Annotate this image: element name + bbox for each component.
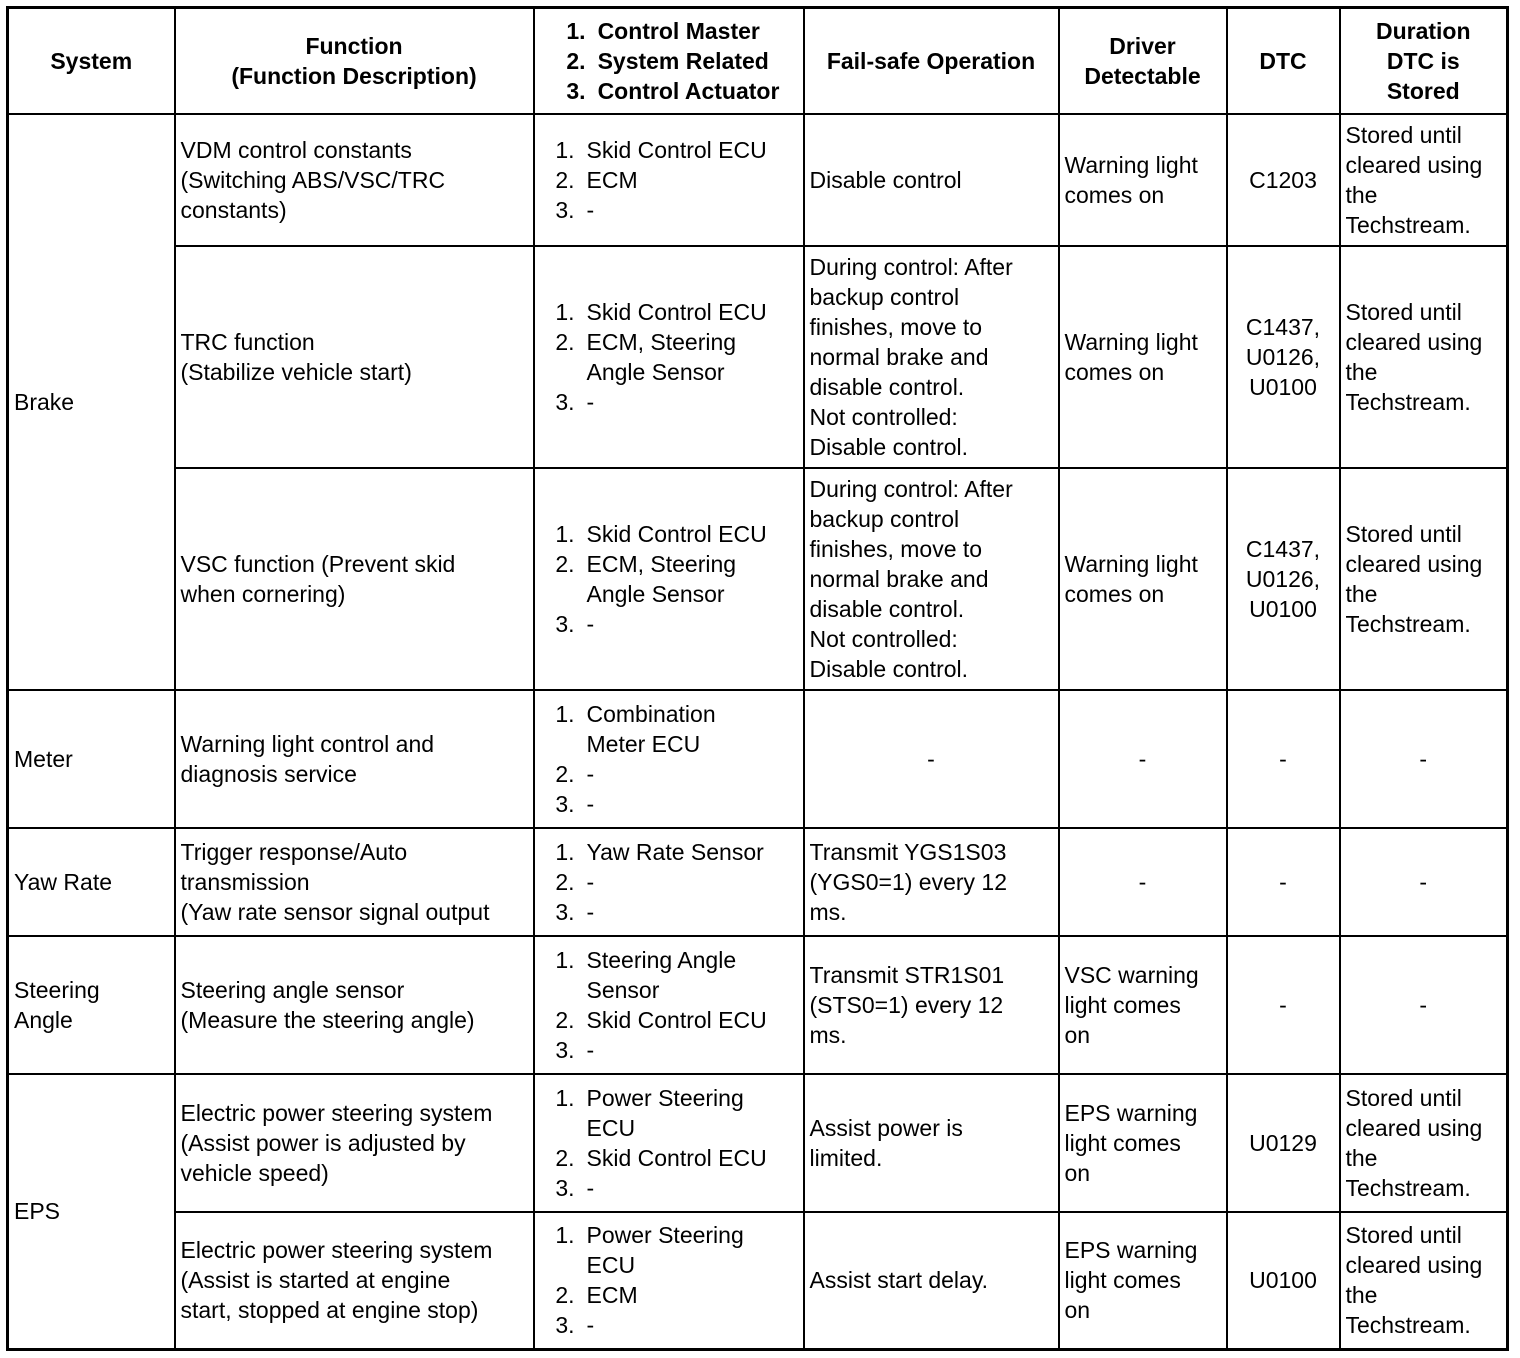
text-line: transmission: [180, 868, 310, 895]
text-line: Steering angle sensor: [180, 976, 405, 1003]
table-row: [8, 1212, 1508, 1350]
text-line: U0100: [1249, 373, 1317, 400]
list-text: ECU: [586, 1252, 636, 1279]
function-cell: [175, 828, 534, 936]
list-text: ECM, Steering: [586, 550, 737, 577]
header-failsafe: Fail-safe Operation: [804, 8, 1059, 114]
failsafe-cell: [804, 1212, 1059, 1350]
control-list-item: [540, 729, 798, 759]
text-line: U0129: [1249, 1129, 1317, 1156]
function-cell: [175, 468, 534, 690]
control-list-item: [540, 357, 798, 387]
table-row: [8, 1074, 1508, 1212]
list-number: 1.: [555, 136, 575, 163]
control-list-item: [540, 1173, 798, 1203]
text-line: Stored until: [1345, 121, 1462, 148]
table-row: [8, 828, 1508, 936]
list-number: 3.: [555, 898, 575, 925]
text-line: Stored until: [1345, 1222, 1462, 1249]
text-line: Techstream.: [1345, 211, 1471, 238]
failsafe-cell: [804, 828, 1059, 936]
duration-cell: [1340, 828, 1508, 936]
driver-cell: [1059, 468, 1227, 690]
control-list-item: [540, 549, 798, 579]
control-list-item: [540, 165, 798, 195]
list-text: Meter ECU: [586, 730, 701, 757]
function-cell: [175, 690, 534, 828]
control-cell: [534, 468, 804, 690]
header-row: [8, 8, 1508, 114]
text-line: normal brake and: [809, 565, 989, 592]
text-line: (Stabilize vehicle start): [180, 358, 412, 385]
control-cell: [534, 1212, 804, 1350]
text-line: EPS warning: [1064, 1099, 1198, 1126]
list-text: Control Master: [597, 17, 760, 44]
list-text: Steering Angle: [586, 946, 737, 973]
text-line: Disable control.: [809, 655, 969, 682]
list-text: ECM: [586, 166, 638, 193]
text-line: (YGS0=1) every 12: [809, 868, 1008, 895]
text-line: constants): [180, 196, 287, 223]
text-line: the: [1345, 580, 1378, 607]
list-number: 1.: [555, 520, 575, 547]
text-line: comes on: [1064, 181, 1165, 208]
list-text: ECM, Steering: [586, 328, 737, 355]
text-line: (Assist power is adjusted by: [180, 1129, 466, 1156]
failsafe-cell: [804, 468, 1059, 690]
dtc-cell: [1227, 1212, 1340, 1350]
text-line: the: [1345, 1282, 1378, 1309]
list-text: Skid Control ECU: [586, 1144, 767, 1171]
text-line: Warning light: [1064, 550, 1198, 577]
control-list-item: [540, 609, 798, 639]
text-line: Stored until: [1345, 520, 1462, 547]
failsafe-cell: [804, 936, 1059, 1074]
function-cell: [175, 114, 534, 246]
text-line: cleared using: [1345, 151, 1483, 178]
list-number: 3.: [555, 1174, 575, 1201]
duration-cell: [1340, 246, 1508, 468]
list-text: -: [586, 1174, 595, 1201]
list-text: Skid Control ECU: [586, 1006, 767, 1033]
list-text: Skid Control ECU: [586, 298, 767, 325]
text-line: C1437,: [1245, 535, 1321, 562]
text-line: -: [1419, 991, 1428, 1018]
text-line: Detectable: [1084, 62, 1201, 89]
dtc-cell: [1227, 114, 1340, 246]
dtc-cell: [1227, 246, 1340, 468]
list-text: Control Actuator: [597, 77, 780, 104]
control-list-item: [540, 579, 798, 609]
text-line: Transmit STR1S01: [809, 961, 1005, 988]
list-number: 3.: [555, 1312, 575, 1339]
text-line: Electric power steering system: [180, 1099, 493, 1126]
list-number: [540, 975, 575, 1005]
text-line: Not controlled:: [809, 403, 958, 430]
table-row: [8, 114, 1508, 246]
text-line: Disable control: [809, 166, 962, 193]
text-line: cleared using: [1345, 328, 1483, 355]
text-line: (Function Description): [231, 62, 477, 89]
text-line: (Switching ABS/VSC/TRC: [180, 166, 446, 193]
control-cell: [534, 690, 804, 828]
list-text: System Related: [597, 47, 769, 74]
list-text: ECU: [586, 1114, 636, 1141]
table-row: [8, 936, 1508, 1074]
table-row: [8, 690, 1508, 828]
text-line: Steering: [14, 976, 100, 1003]
control-cell: [534, 114, 804, 246]
duration-cell: [1340, 690, 1508, 828]
text-line: U0100: [1249, 1267, 1317, 1294]
driver-cell: [1059, 1212, 1227, 1350]
duration-cell: [1340, 1074, 1508, 1212]
text-line: disable control.: [809, 373, 965, 400]
text-line: Driver: [1109, 32, 1176, 59]
list-text: ECM: [586, 1282, 638, 1309]
text-line: ms.: [809, 898, 847, 925]
text-line: limited.: [809, 1144, 883, 1171]
text-line: light comes: [1064, 991, 1181, 1018]
list-text: -: [586, 388, 595, 415]
control-list-item: [540, 1035, 798, 1065]
text-line: (Measure the steering angle): [180, 1006, 475, 1033]
function-cell: [175, 246, 534, 468]
list-number: 3.: [555, 610, 575, 637]
text-line: -: [1279, 991, 1287, 1018]
text-line: light comes: [1064, 1129, 1181, 1156]
text-line: U0126,: [1245, 565, 1321, 592]
list-number: 1.: [555, 1222, 575, 1249]
text-line: cleared using: [1345, 550, 1483, 577]
system-cell-eps: EPS: [8, 1074, 175, 1350]
text-line: Electric power steering system: [180, 1237, 493, 1264]
text-line: Warning light: [1064, 328, 1198, 355]
text-line: -: [1138, 868, 1147, 895]
control-list-item: [540, 897, 798, 927]
list-number: 2.: [566, 47, 586, 74]
text-line: -: [1419, 868, 1428, 895]
text-line: Assist start delay.: [809, 1267, 989, 1294]
list-number: 2.: [555, 1282, 575, 1309]
system-cell-yaw-rate: Yaw Rate: [8, 828, 175, 936]
text-line: Warning light: [1064, 151, 1198, 178]
control-list-item: [540, 867, 798, 897]
control-list-item: [540, 1220, 798, 1250]
control-list-item: [540, 945, 798, 975]
list-number: 1.: [555, 1084, 575, 1111]
text-line: VSC function (Prevent skid: [180, 550, 456, 577]
text-line: Warning light control and: [180, 730, 435, 757]
failsafe-cell: [804, 1074, 1059, 1212]
failsafe-cell: [804, 246, 1059, 468]
list-text: -: [586, 898, 595, 925]
duration-cell: [1340, 1212, 1508, 1350]
control-list-item: [540, 699, 798, 729]
text-line: (STS0=1) every 12: [809, 991, 1004, 1018]
table-row: [8, 468, 1508, 690]
list-number: 3.: [566, 77, 586, 104]
list-number: 1.: [555, 946, 575, 973]
list-number: 1.: [566, 17, 586, 44]
text-line: backup control: [809, 505, 960, 532]
control-list-item: [540, 297, 798, 327]
list-text: -: [586, 1036, 595, 1063]
list-number: 1.: [555, 700, 575, 727]
text-line: cleared using: [1345, 1252, 1483, 1279]
driver-cell: [1059, 1074, 1227, 1212]
list-text: Angle Sensor: [586, 358, 725, 385]
dtc-cell: [1227, 828, 1340, 936]
control-list-item: [540, 1310, 798, 1340]
header-function: [175, 8, 534, 114]
duration-cell: [1340, 468, 1508, 690]
function-cell: [175, 936, 534, 1074]
text-line: when cornering): [180, 580, 346, 607]
list-text: Sensor: [586, 976, 660, 1003]
list-number: 2.: [555, 1144, 575, 1171]
text-line: VDM control constants: [180, 136, 412, 163]
list-number: [540, 1250, 575, 1280]
text-line: EPS warning: [1064, 1237, 1198, 1264]
text-line: comes on: [1064, 358, 1165, 385]
control-list-item: [558, 76, 780, 106]
control-list-item: [540, 1005, 798, 1035]
control-cell: [534, 246, 804, 468]
control-list-item: [540, 519, 798, 549]
fail-safe-table: [6, 6, 1509, 1351]
control-list-item: [540, 1280, 798, 1310]
failsafe-cell: [804, 690, 1059, 828]
list-number: [540, 579, 575, 609]
text-line: U0126,: [1245, 343, 1321, 370]
text-line: start, stopped at engine stop): [180, 1297, 479, 1324]
list-text: Angle Sensor: [586, 580, 725, 607]
system-cell-brake: Brake: [8, 114, 175, 690]
text-line: Stored: [1386, 77, 1460, 104]
text-line: the: [1345, 1144, 1378, 1171]
control-list-item: [540, 327, 798, 357]
list-number: 2.: [555, 868, 575, 895]
dtc-cell: [1227, 936, 1340, 1074]
control-cell: [534, 828, 804, 936]
text-line: -: [1419, 745, 1428, 772]
text-line: normal brake and: [809, 343, 989, 370]
text-line: diagnosis service: [180, 760, 357, 787]
list-number: 2.: [555, 760, 575, 787]
text-line: Function: [305, 32, 403, 59]
function-cell: [175, 1074, 534, 1212]
text-line: the: [1345, 181, 1378, 208]
text-line: (Yaw rate sensor signal output: [180, 898, 490, 925]
control-list-item: [540, 135, 798, 165]
text-line: Stored until: [1345, 1084, 1462, 1111]
text-line: the: [1345, 358, 1378, 385]
text-line: on: [1064, 1297, 1091, 1324]
text-line: Techstream.: [1345, 1312, 1471, 1339]
header-control: [534, 8, 804, 114]
list-text: Power Steering: [586, 1084, 744, 1111]
text-line: Not controlled:: [809, 625, 958, 652]
text-line: VSC warning: [1064, 961, 1199, 988]
driver-cell: [1059, 246, 1227, 468]
control-list-item: [540, 759, 798, 789]
control-list-item: [540, 837, 798, 867]
list-text: Skid Control ECU: [586, 136, 767, 163]
driver-cell: [1059, 114, 1227, 246]
list-number: 3.: [555, 388, 575, 415]
text-line: Trigger response/Auto: [180, 838, 408, 865]
driver-cell: [1059, 828, 1227, 936]
text-line: backup control: [809, 283, 960, 310]
driver-cell: [1059, 690, 1227, 828]
text-line: Techstream.: [1345, 1174, 1471, 1201]
text-line: DTC is: [1386, 47, 1460, 74]
control-list-item: [540, 1083, 798, 1113]
text-line: on: [1064, 1021, 1091, 1048]
text-line: Duration: [1375, 17, 1471, 44]
list-number: 3.: [555, 1036, 575, 1063]
list-number: 3.: [555, 790, 575, 817]
list-number: 1.: [555, 298, 575, 325]
text-line: light comes: [1064, 1267, 1181, 1294]
header-duration: [1340, 8, 1508, 114]
list-number: 2.: [555, 328, 575, 355]
text-line: cleared using: [1345, 1114, 1483, 1141]
control-list-item: [558, 46, 780, 76]
control-list-item: [540, 1113, 798, 1143]
table-row: [8, 246, 1508, 468]
list-text: Skid Control ECU: [586, 520, 767, 547]
list-number: 1.: [555, 838, 575, 865]
text-line: Techstream.: [1345, 610, 1471, 637]
control-cell: [534, 936, 804, 1074]
list-number: 2.: [555, 550, 575, 577]
list-number: 3.: [555, 196, 575, 223]
list-number: [540, 729, 575, 759]
list-text: Yaw Rate Sensor: [586, 838, 764, 865]
duration-cell: [1340, 114, 1508, 246]
function-cell: [175, 1212, 534, 1350]
driver-cell: [1059, 936, 1227, 1074]
control-list-item: [540, 1250, 798, 1280]
text-line: U0100: [1249, 595, 1317, 622]
list-text: -: [586, 196, 595, 223]
text-line: C1203: [1249, 166, 1317, 193]
text-line: finishes, move to: [809, 313, 983, 340]
text-line: disable control.: [809, 595, 965, 622]
control-list-item: [540, 975, 798, 1005]
list-text: -: [586, 760, 595, 787]
text-line: (Assist is started at engine: [180, 1267, 451, 1294]
list-text: Power Steering: [586, 1222, 744, 1249]
text-line: ms.: [809, 1021, 847, 1048]
text-line: finishes, move to: [809, 535, 983, 562]
text-line: -: [1279, 745, 1287, 772]
dtc-cell: [1227, 1074, 1340, 1212]
text-line: C1437,: [1245, 313, 1321, 340]
failsafe-cell: [804, 114, 1059, 246]
list-number: [540, 1113, 575, 1143]
text-line: Angle: [14, 1006, 73, 1033]
header-driver: [1059, 8, 1227, 114]
control-list-item: [540, 195, 798, 225]
list-number: 2.: [555, 166, 575, 193]
list-number: [540, 357, 575, 387]
dtc-cell: [1227, 468, 1340, 690]
list-text: -: [586, 610, 595, 637]
control-list-item: [540, 387, 798, 417]
control-list-item: [540, 789, 798, 819]
control-cell: [534, 1074, 804, 1212]
text-line: Transmit YGS1S03: [809, 838, 1007, 865]
text-line: Disable control.: [809, 433, 969, 460]
text-line: on: [1064, 1159, 1091, 1186]
list-text: -: [586, 1312, 595, 1339]
text-line: During control: After: [809, 253, 1013, 280]
list-number: 2.: [555, 1006, 575, 1033]
system-cell-steering-angle: [8, 936, 175, 1074]
control-list-item: [558, 16, 780, 46]
dtc-cell: [1227, 690, 1340, 828]
text-line: -: [1138, 745, 1147, 772]
text-line: Assist power is: [809, 1114, 963, 1141]
text-line: vehicle speed): [180, 1159, 329, 1186]
list-text: Combination: [586, 700, 716, 727]
text-line: TRC function: [180, 328, 315, 355]
text-line: comes on: [1064, 580, 1165, 607]
text-line: -: [927, 745, 935, 772]
header-dtc: DTC: [1227, 8, 1340, 114]
system-cell-meter: Meter: [8, 690, 175, 828]
list-text: -: [586, 790, 595, 817]
header-system: System: [8, 8, 175, 114]
text-line: Techstream.: [1345, 388, 1471, 415]
duration-cell: [1340, 936, 1508, 1074]
text-line: Stored until: [1345, 298, 1462, 325]
control-list-item: [540, 1143, 798, 1173]
text-line: During control: After: [809, 475, 1013, 502]
list-text: -: [586, 868, 595, 895]
text-line: -: [1279, 868, 1287, 895]
